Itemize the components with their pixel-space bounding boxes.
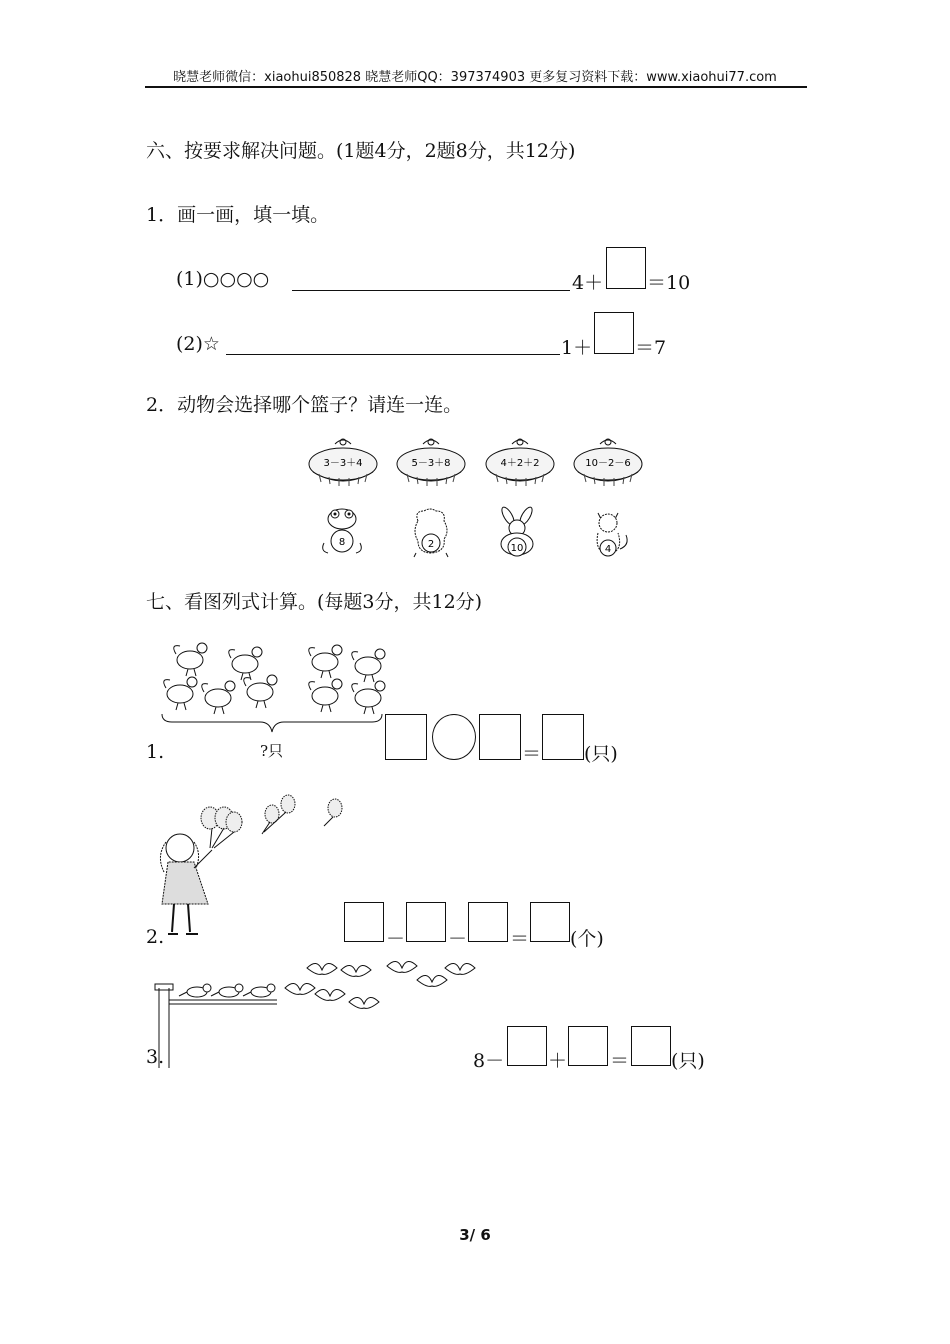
basket-3-label: 4＋2＋2 <box>500 458 540 469</box>
basket-4 <box>570 434 646 488</box>
q1-p2-eq-left: 1＋ <box>561 337 593 359</box>
birds-illustration <box>155 960 485 1070</box>
q7-1-equals: ＝ <box>522 743 542 765</box>
basket-2 <box>393 434 469 488</box>
q7-1-box-1[interactable] <box>385 714 427 760</box>
frog-icon <box>318 505 366 557</box>
q7-2-box-1[interactable] <box>344 902 384 942</box>
q7-2-answer-box[interactable] <box>530 902 570 942</box>
q7-2-minus-2: － <box>448 928 468 950</box>
chickens-illustration <box>160 628 390 738</box>
q7-1-answer-box[interactable] <box>542 714 584 760</box>
frog-number: 8 <box>338 537 346 548</box>
header-rule <box>145 86 807 88</box>
section6-title: 六、按要求解决问题。(1题4分，2题8分，共12分) <box>146 140 576 162</box>
q7-2-equals: ＝ <box>510 928 530 950</box>
section7-title: 七、看图列式计算。(每题3分，共12分) <box>146 591 483 613</box>
brace-label: ?只 <box>260 742 284 760</box>
basket-4-label: 10－2－6 <box>585 458 631 469</box>
q7-3-unit: (只) <box>671 1050 705 1072</box>
rabbit-icon <box>492 506 542 558</box>
q7-3-plus: ＋ <box>548 1050 568 1072</box>
q1-p1-eq-left: 4＋ <box>572 272 604 294</box>
q1-p1-eq-right: ＝10 <box>647 272 691 294</box>
q7-2-box-2[interactable] <box>406 902 446 942</box>
q1-prompt: 1．画一画，填一填。 <box>146 204 330 226</box>
cat-number: 4 <box>604 544 612 555</box>
q1-p1-answer-box[interactable] <box>606 247 646 289</box>
q1-p2-drawing-line[interactable] <box>226 354 560 355</box>
q7-3-box-2[interactable] <box>568 1026 608 1066</box>
q7-2-box-3[interactable] <box>468 902 508 942</box>
brace <box>162 714 382 732</box>
basket-2-label: 5－3＋8 <box>411 458 451 469</box>
q7-1-operator-circle[interactable] <box>432 714 476 760</box>
q1-p2-eq-right: ＝7 <box>635 337 667 359</box>
q7-1-number: 1. <box>146 741 165 763</box>
q7-1-unit: (只) <box>584 743 618 765</box>
q7-3-number: 3. <box>146 1046 165 1068</box>
basket-3 <box>482 434 558 488</box>
basket-1 <box>305 434 381 488</box>
q2-prompt: 2．动物会选择哪个篮子？请连一连。 <box>146 394 463 416</box>
q7-3-answer-box[interactable] <box>631 1026 671 1066</box>
q7-2-number: 2. <box>146 926 165 948</box>
q1-p2-label: (2)☆ <box>176 333 220 355</box>
page-header: 晓慧老师微信：xiaohui850828 晓慧老师QQ：397374903 更多复习资料下载：www.xiaohui77.com <box>173 70 777 85</box>
sheep-icon <box>408 507 454 557</box>
page-number: 3/ 6 <box>459 1226 491 1244</box>
rabbit-number: 10 <box>510 543 524 554</box>
q7-3-box-1[interactable] <box>507 1026 547 1066</box>
girl-balloons-illustration <box>150 796 360 944</box>
q7-3-lead: 8－ <box>473 1050 505 1072</box>
sheep-number: 2 <box>427 539 435 550</box>
q1-p1-drawing-line[interactable] <box>292 290 570 291</box>
q7-1-box-2[interactable] <box>479 714 521 760</box>
q7-2-unit: (个) <box>570 928 604 950</box>
q7-3-equals: ＝ <box>610 1050 630 1072</box>
cat-icon <box>590 507 630 559</box>
q1-p2-answer-box[interactable] <box>594 312 634 354</box>
basket-1-label: 3－3＋4 <box>323 458 363 469</box>
q7-2-minus-1: － <box>386 928 406 950</box>
q1-p1-label: (1)○○○○ <box>176 268 270 290</box>
